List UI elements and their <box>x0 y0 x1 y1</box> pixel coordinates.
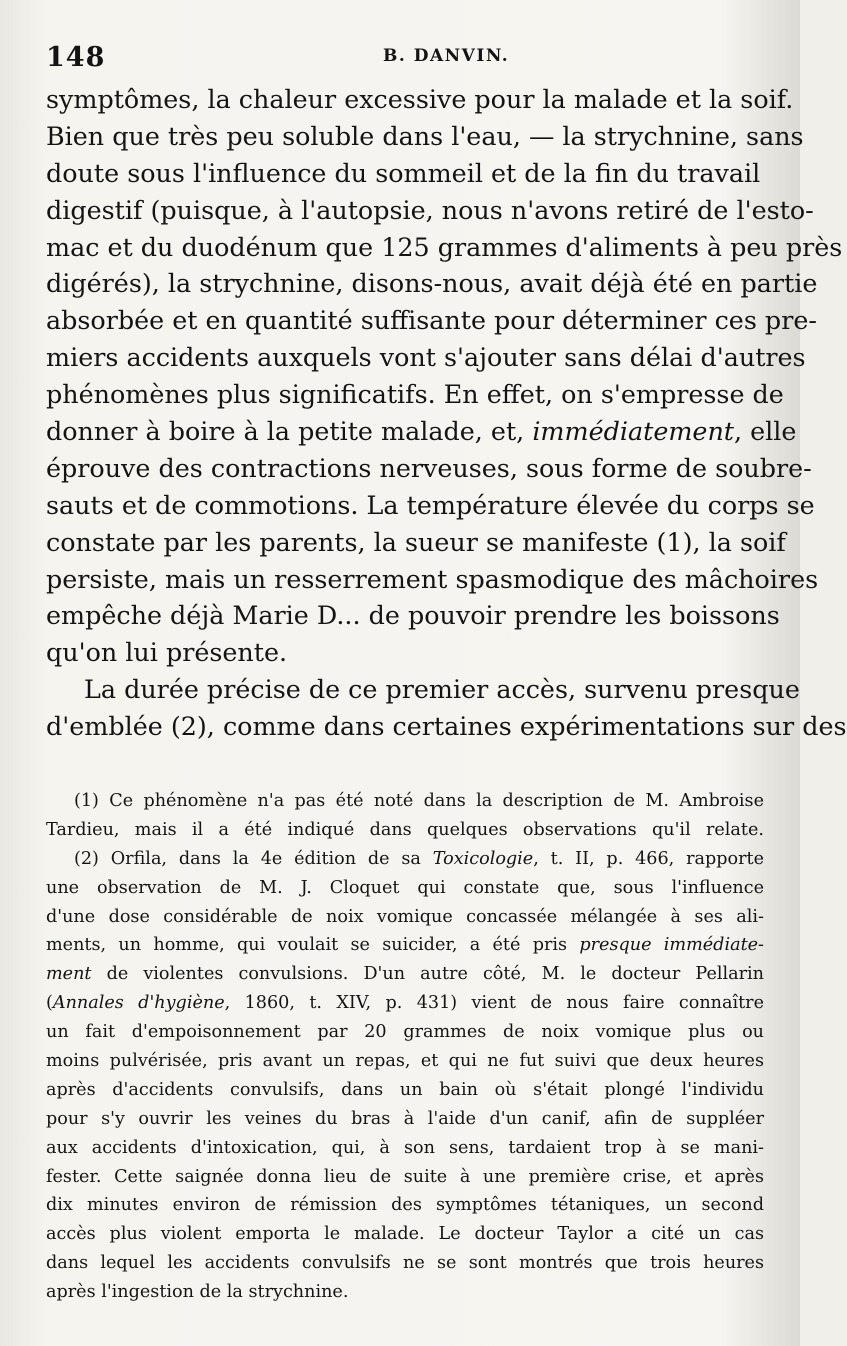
text-span: donner à boire à la petite malade, et, <box>46 416 525 447</box>
footnote-line: dans lequel les accidents convulsifs ne se sont montrés que trois heures <box>46 1253 764 1274</box>
text-line: persiste, mais un resserrement spasmodique des mâchoires <box>46 563 819 594</box>
italic-title: Annales d'hygiène <box>52 993 225 1014</box>
text-line: absorbée et en quantité suffisante pour déterminer ces pre- <box>46 305 817 336</box>
text-line <box>46 413 797 450</box>
footnote-line: d'une dose considérable de noix vomique concassée mélangée à ses ali- <box>46 906 764 927</box>
footnote-line: accès plus violent emporta le malade. Le docteur Taylor a cité un cas <box>46 1224 764 1245</box>
footnote-line: après d'accidents convulsifs, dans un bain où s'était plongé l'individu <box>46 1079 764 1100</box>
italic-title: Toxicologie <box>432 848 534 869</box>
footnote-line: dix minutes environ de rémission des symptômes tétaniques, un second <box>46 1195 764 1216</box>
text-line: digérés), la strychnine, disons-nous, avait déjà été en partie <box>46 268 818 299</box>
text-line: qu'on lui présente. <box>46 637 288 668</box>
text-span: , elle <box>734 416 797 447</box>
footnote-line: aux accidents d'intoxication, qui, à son sens, tardaient trop à se mani- <box>46 1137 764 1158</box>
text-line: symptômes, la chaleur excessive pour la malade et la soif. <box>46 84 794 114</box>
text-line: digestif (puisque, à l'autopsie, nous n'avons retiré de l'esto- <box>46 194 814 225</box>
text-line: mac et du duodénum que 125 grammes d'aliments à peu près <box>46 231 843 262</box>
text-span: 1860, t. XIV, p. 431) vient de nous faire connaître <box>244 993 765 1014</box>
footnote-line: une observation de M. J. Cloquet qui constate que, sous l'influence <box>46 877 764 898</box>
text-span: ments, un homme, qui voulait se suicider, a été pris <box>46 935 568 956</box>
text-line: éprouve des contractions nerveuses, sous forme de soubre- <box>46 452 812 483</box>
text-span: de violentes convulsions. D'un autre côté, M. le docteur Pellarin <box>106 964 764 985</box>
running-head: B. DANVIN. <box>383 46 510 66</box>
footnote-line: fester. Cette saignée donna lieu de suite à une première crise, et après <box>46 1166 764 1187</box>
footnote-line: (1) Ce phénomène n'a pas été noté dans la description de M. Ambroise <box>74 791 764 811</box>
text-line: empêche déjà Marie D... de pouvoir prendre les boissons <box>46 600 780 631</box>
footnote-line <box>46 960 764 989</box>
footnote-line <box>46 931 764 960</box>
italic-word: immédiatement <box>532 416 735 447</box>
text-line: sauts et de commotions. La température élevée du corps se <box>46 489 815 520</box>
text-line: Bien que très peu soluble dans l'eau, — la strychnine, sans <box>46 120 804 151</box>
text-line: doute sous l'influence du sommeil et de la fin du travail <box>46 157 761 188</box>
page-number: 148 <box>46 42 106 73</box>
footnote-line <box>46 989 764 1018</box>
text-span: , <box>224 993 245 1014</box>
text-line: miers accidents auxquels vont s'ajouter sans délai d'autres <box>46 342 806 373</box>
italic-phrase: presque immédiate- <box>579 935 764 956</box>
text-span: , t. II, p. 466, rapporte <box>533 848 765 869</box>
italic-phrase: ment <box>46 964 92 985</box>
text-span: ( <box>46 993 53 1014</box>
footnotes <box>46 787 764 1307</box>
footnote-line: pour s'y ouvrir les veines du bras à l'aide d'un canif, afin de suppléer <box>46 1108 764 1129</box>
text-line: constate par les parents, la sueur se manifeste (1), la soif <box>46 526 786 557</box>
page-header <box>46 42 766 76</box>
text-line: phénomènes plus significatifs. En effet, on s'empresse de <box>46 379 784 410</box>
main-text <box>46 81 847 745</box>
footnote-line: après l'ingestion de la strychnine. <box>46 1282 349 1303</box>
footnote-line: Tardieu, mais il a été indiqué dans quelques observations qu'il relate. <box>46 819 764 840</box>
text-line: d'emblée (2), comme dans certaines expérimentations sur des <box>46 711 847 742</box>
text-line: La durée précise de ce premier accès, survenu presque <box>84 674 800 705</box>
footnote-line: moins pulvérisée, pris avant un repas, et qui ne fut suivi que deux heures <box>46 1051 764 1072</box>
text-span: (2) Orfila, dans la 4e édition de sa <box>74 848 421 869</box>
footnote-line: un fait d'empoisonnement par 20 grammes de noix vomique plus ou <box>46 1022 764 1043</box>
footnote-line <box>46 845 764 874</box>
